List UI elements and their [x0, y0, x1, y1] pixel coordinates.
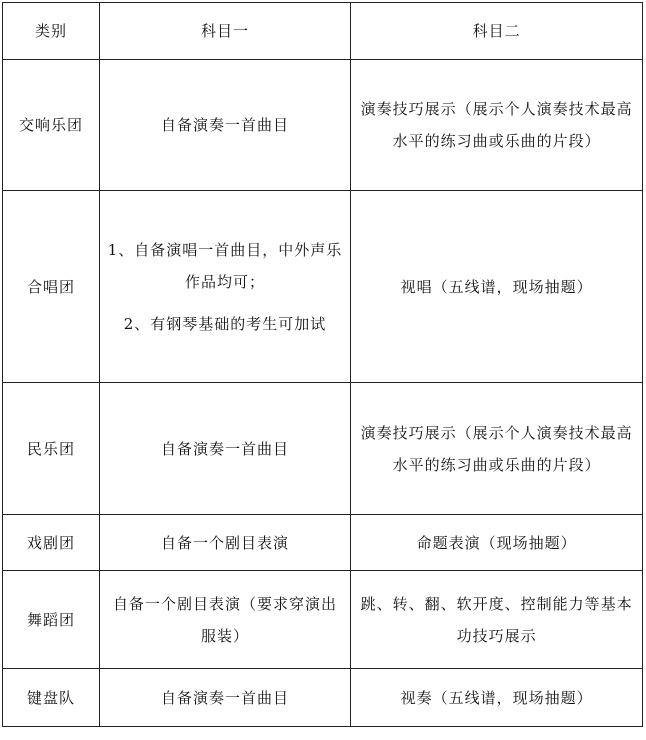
subject1-cell [99, 191, 350, 383]
table-row [3, 571, 643, 669]
header-category: 类别 [3, 3, 100, 60]
subject2-cell: 视唱（五线谱，现场抽题） [351, 191, 643, 383]
category-cell: 戏剧团 [3, 515, 100, 571]
table-row [3, 191, 643, 383]
subject2-cell: 演奏技巧展示（展示个人演奏技术最高水平的练习曲或乐曲的片段） [351, 60, 643, 191]
item-spacer [106, 298, 344, 308]
table-row [3, 383, 643, 515]
subject2-cell: 命题表演（现场抽题） [351, 515, 643, 571]
subject1-item: 1、自备演唱一首曲目，中外声乐作品均可； [107, 240, 343, 291]
table-row [3, 515, 643, 571]
category-cell: 舞蹈团 [3, 571, 100, 669]
subject2-cell: 视奏（五线谱，现场抽题） [351, 669, 643, 727]
category-cell: 键盘队 [3, 669, 100, 727]
subject1-cell: 自备演奏一首曲目 [99, 669, 350, 727]
subject1-cell: 自备一个剧目表演 [99, 515, 350, 571]
subject2-cell: 跳、转、翻、软开度、控制能力等基本功技巧展示 [351, 571, 643, 669]
subject1-item: 2、有钢琴基础的考生可加试 [123, 314, 327, 333]
subject1-cell: 自备演奏一首曲目 [99, 60, 350, 191]
category-cell: 民乐团 [3, 383, 100, 515]
subject2-cell: 演奏技巧展示（展示个人演奏技术最高水平的练习曲或乐曲的片段） [351, 383, 643, 515]
category-cell: 合唱团 [3, 191, 100, 383]
header-subject1: 科目一 [99, 3, 350, 60]
category-cell: 交响乐团 [3, 60, 100, 191]
table-row [3, 669, 643, 727]
audition-table [2, 2, 643, 727]
header-subject2: 科目二 [351, 3, 643, 60]
table-header-row [3, 3, 643, 60]
table-row [3, 60, 643, 191]
subject1-cell: 自备一个剧目表演（要求穿演出服装） [99, 571, 350, 669]
subject1-cell: 自备演奏一首曲目 [99, 383, 350, 515]
